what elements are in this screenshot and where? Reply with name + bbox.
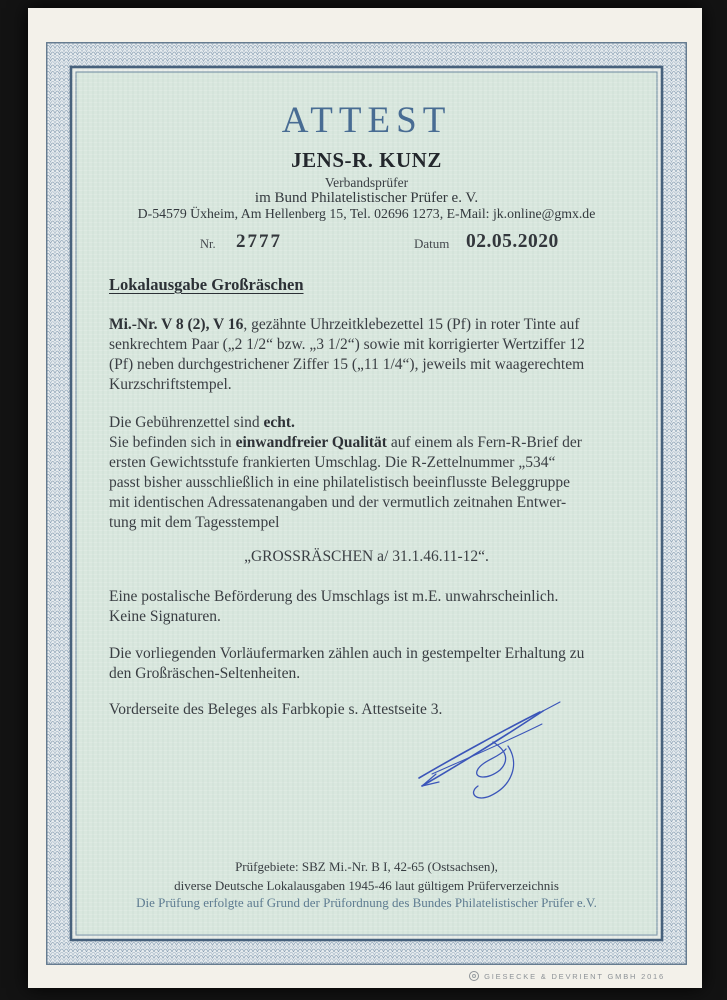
postmark-line: „GROSSRÄSCHEN a/ 31.1.46.11-12“. — [244, 548, 489, 565]
text-line — [109, 315, 585, 335]
text-run: Die Gebührenzettel sind — [109, 414, 264, 431]
footer-pruefordnung: Die Prüfung erfolgte auf Grund der Prüfordnung des Bundes Philatelistischer Prüfer e.V. — [136, 895, 597, 910]
examiner-name: JENS-R. KUNZ — [291, 148, 442, 172]
printer-imprint-text: GIESECKE & DEVRIENT GMBH 2016 — [484, 971, 665, 981]
text-run: , gezähnte Uhrzeitklebezettel 15 (Pf) in roter Tinte auf — [243, 316, 580, 333]
echt-bold: echt. — [263, 414, 295, 431]
text-line — [109, 413, 582, 433]
cert-number-label: Nr. — [200, 237, 216, 251]
gd-logo-icon — [469, 971, 479, 981]
section-heading: Lokalausgabe Großräschen — [109, 275, 304, 294]
text-line — [109, 433, 582, 453]
copy-note: Vorderseite des Beleges als Farbkopie s. Attestseite 3. — [109, 701, 443, 718]
examiner-address: D-54579 Üxheim, Am Hellenberg 15, Tel. 02696 1273, E-Mail: jk.online@gmx.de — [137, 206, 596, 221]
text-line: senkrechtem Paar („2 1/2“ bzw. „3 1/2“) sowie mit korrigierter Wertziffer 12 — [109, 336, 585, 353]
footer-line-1: Prüfgebiete: SBZ Mi.-Nr. B I, 42-65 (Ostsachsen), — [235, 859, 498, 874]
text-line: den Großräschen-Seltenheiten. — [109, 665, 301, 682]
cert-number-value: 2777 — [236, 231, 282, 252]
text-line: mit identischen Adressatenangaben und der vermutlich zeitnahen Entwer- — [109, 494, 567, 511]
text-run: auf einem als Fern-R-Brief der — [386, 434, 582, 451]
footer-line-2: diverse Deutsche Lokalausgaben 1945-46 laut gültigem Prüferverzeichnis — [174, 878, 559, 893]
mi-nr-bold: Mi.-Nr. V 8 (2), V 16 — [109, 316, 244, 333]
examiner-signature — [408, 694, 583, 809]
text-line: tung mit dem Tagesstempel — [109, 514, 280, 531]
text-line: Eine postalische Beförderung des Umschlags ist m.E. unwahrscheinlich. — [109, 588, 559, 605]
footer-pruefgebiete — [72, 857, 661, 895]
certificate-paper — [28, 8, 702, 988]
text-line: Die vorliegenden Vorläufermarken zählen auch in gestempelter Erhaltung zu — [109, 645, 585, 662]
examiner-org: im Bund Philatelistischer Prüfer e. V. — [254, 190, 479, 206]
certificate-panel — [72, 68, 661, 939]
certificate-number-row — [72, 231, 661, 257]
paragraph-item-description — [109, 315, 585, 395]
text-line: passt bisher ausschließlich in eine philatelistisch beeinflusste Beleggruppe — [109, 474, 571, 491]
paragraph-authenticity — [109, 413, 582, 533]
qualitaet-bold: einwandfreier Qualität — [235, 434, 387, 451]
text-line: (Pf) neben durchgestrichener Ziffer 15 („11 1/4“), jeweils mit waagerechtem — [109, 356, 585, 373]
printer-imprint — [469, 971, 665, 981]
cert-date-value: 02.05.2020 — [466, 231, 559, 252]
text-line: Keine Signaturen. — [109, 608, 221, 625]
text-line: Kurzschriftstempel. — [109, 376, 232, 393]
attest-title: ATTEST — [281, 100, 452, 141]
examiner-role: Verbandsprüfer — [324, 175, 409, 190]
paragraph-rarity — [109, 644, 584, 684]
paragraph-postal-opinion — [109, 587, 558, 627]
text-run: Sie befinden sich in — [109, 434, 236, 451]
text-line: ersten Gewichtsstufe frankierten Umschlag. Die R-Zettelnummer „534“ — [109, 454, 556, 471]
cert-date-label: Datum — [414, 236, 450, 251]
